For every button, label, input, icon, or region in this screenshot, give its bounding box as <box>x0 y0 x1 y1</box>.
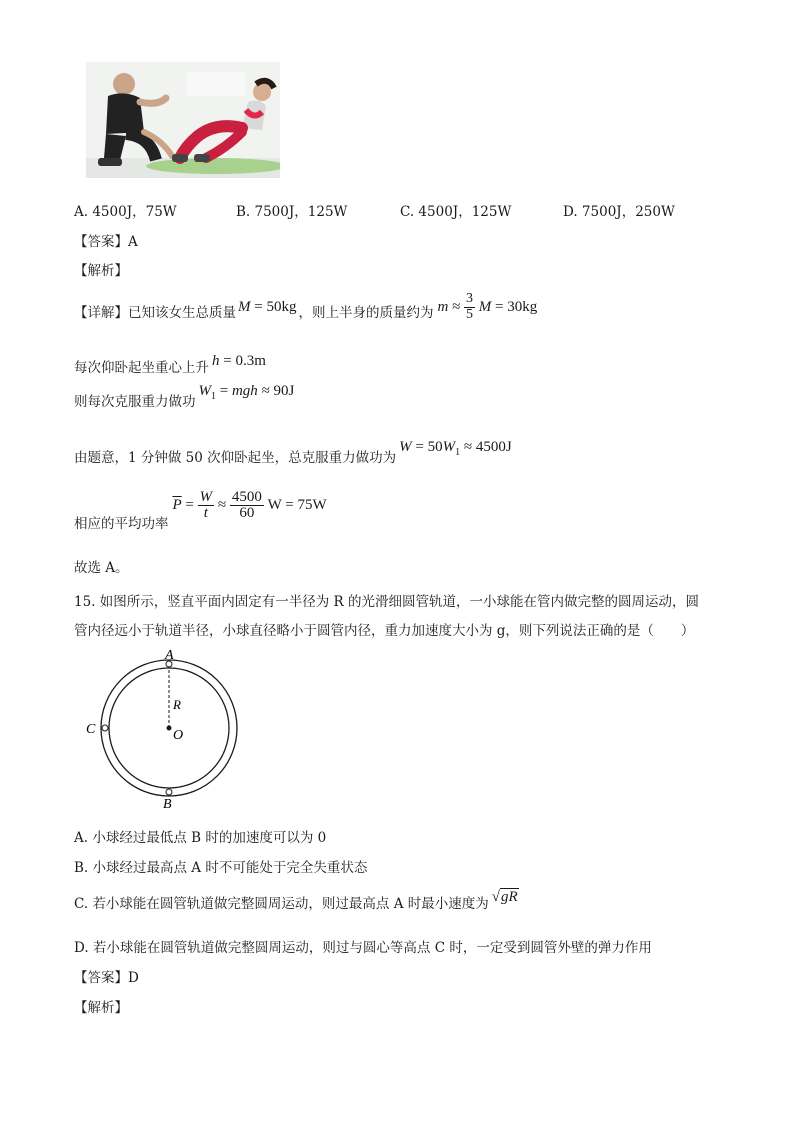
q14-option-a: A. 4500J，75W <box>74 204 177 220</box>
q15-option-d: D. 若小球能在圆管轨道做完整圆周运动，则过与圆心等高点 C 时，一定受到圆管外壁的弹力作用 <box>74 940 652 956</box>
q14-option-b: B. 7500J，125W <box>236 204 348 220</box>
q14-detail-line <box>74 287 537 335</box>
sqrt-gr: √gR <box>491 889 518 905</box>
q15-answer: 【答案】D <box>74 970 139 986</box>
detail-mid: ，则上半身的质量约为 <box>298 305 434 321</box>
q15-analysis-label: 【解析】 <box>74 1000 128 1016</box>
situp-photo <box>86 62 280 178</box>
label-o: O <box>173 728 184 743</box>
ball-b <box>166 789 172 795</box>
q15-option-a: A. 小球经过最低点 B 时的加速度可以为 0 <box>74 830 327 846</box>
q15-option-c-line <box>74 889 519 912</box>
situp-illustration <box>86 62 280 178</box>
work-per-rep-equation: $W_1$ = mgh ≈ 90J <box>198 383 295 402</box>
q14-conclusion: 故选 A。 <box>74 560 129 576</box>
label-b: B <box>163 797 172 812</box>
total-work-equation: $W = 50W_1 \approx 4500J$ <box>399 439 512 458</box>
power-equation: $\overline{P}$ = $\frac{W}{t}$ ≈ $\frac{4500}{60}$ W = 75W <box>172 488 327 522</box>
circular-tube-figure <box>82 645 252 815</box>
q14-option-d: D. 7500J，250W <box>563 204 675 220</box>
q15-option-c: C. 若小球能在圆管轨道做完整圆周运动，则过最高点 A 时最小速度为 <box>74 896 489 912</box>
q14-answer: 【答案】A <box>74 234 138 250</box>
ball-c <box>102 725 108 731</box>
q14-line3 <box>74 383 295 410</box>
center-point <box>167 726 172 731</box>
q15-stem-line2: 管内径远小于轨道半径，小球直径略小于圆管内径，重力加速度大小为 g，则下列说法正确的是（ ） <box>74 623 695 639</box>
q14-line5 <box>74 482 327 532</box>
q14-line4 <box>74 439 512 466</box>
height-equation: h = 0.3m <box>212 353 266 369</box>
line5-text: 相应的平均功率 <box>74 516 169 532</box>
label-c: C <box>86 722 96 737</box>
mass-equation: M = 50kg <box>238 298 297 315</box>
q14-analysis-label: 【解析】 <box>74 263 128 279</box>
q14-option-c: C. 4500J，125W <box>400 204 512 220</box>
detail-prefix: 【详解】已知该女生总质量 <box>74 305 236 321</box>
q15-stem-line1: 15. 如图所示，竖直平面内固定有一半径为 R 的光滑细圆管轨道，一小球能在管内做完整的圆周运动，圆 <box>74 594 700 610</box>
q15-option-b: B. 小球经过最高点 A 时不可能处于完全失重状态 <box>74 860 368 876</box>
label-r: R <box>173 697 181 712</box>
q14-line2 <box>74 353 266 376</box>
line3-text: 则每次克服重力做功 <box>74 394 196 410</box>
upper-mass-equation: m ≈ $\frac{3}{5}$ M = 30kg <box>437 290 538 322</box>
label-a: A <box>165 648 174 663</box>
line2-text: 每次仰卧起坐重心上升 <box>74 360 209 376</box>
line4-text: 由题意，1 分钟做 50 次仰卧起坐，总克服重力做功为 <box>74 450 397 466</box>
